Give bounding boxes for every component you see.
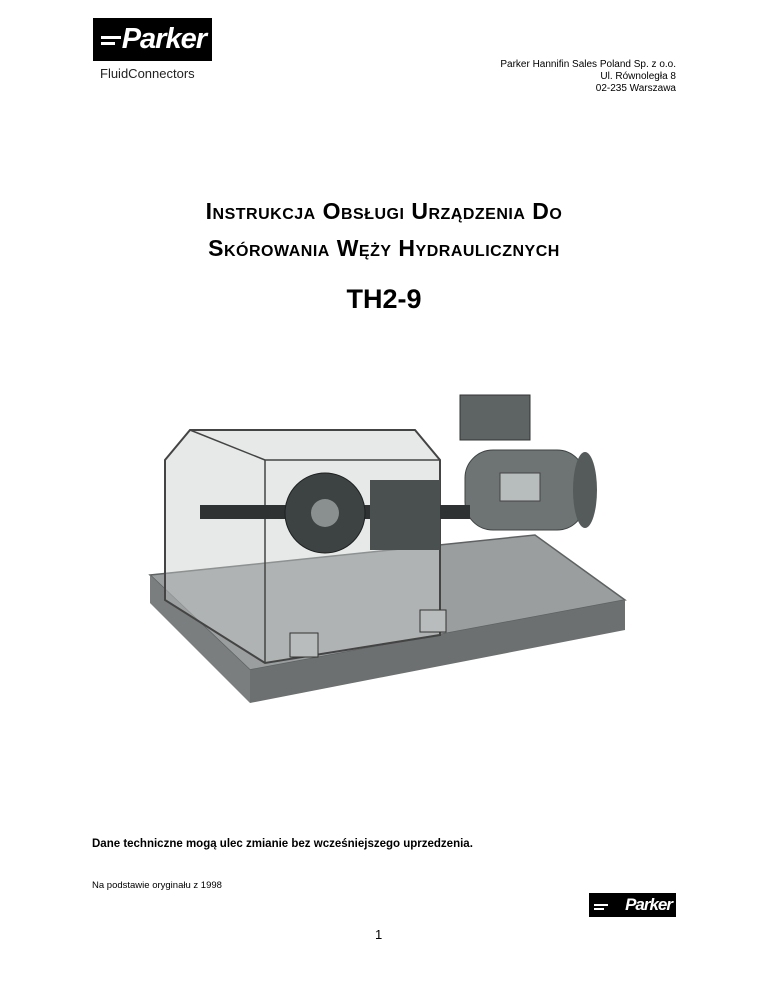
disclaimer-text: Dane techniczne mogą ulec zmianie bez wcześniejszego uprzedzenia. [92, 838, 473, 850]
logo-text: Parker [625, 895, 672, 914]
logo-bar-top [594, 904, 608, 906]
company-address [500, 59, 676, 95]
parker-logo-footer [589, 893, 676, 917]
cutter-hub [311, 499, 339, 527]
address-line: 02-235 Warszawa [595, 83, 676, 94]
motor-switch-box [460, 395, 530, 440]
hinge-left [290, 633, 318, 657]
origin-note: Na podstawie oryginału z 1998 [92, 880, 222, 891]
logo-bar-bottom [101, 42, 115, 45]
address-line: Ul. Równoległa 8 [600, 71, 676, 82]
logo-bar-bottom [594, 908, 604, 910]
parker-logo [93, 18, 212, 61]
drive-housing [370, 480, 440, 550]
machine-photo [140, 385, 630, 805]
logo-text: Parker [121, 23, 206, 55]
hinge-right [420, 610, 446, 632]
address-line: Parker Hannifin Sales Poland Sp. z o.o. [500, 59, 676, 70]
model-number: TH2-9 [346, 284, 422, 314]
document-title-line-2: Skórowania Węży Hydraulicznych [208, 235, 560, 261]
motor-end-cap [573, 452, 597, 528]
document-title-line-1: Instrukcja Obsługi Urządzenia Do [205, 198, 563, 224]
logo-bar-top [101, 36, 121, 39]
page-number: 1 [375, 927, 383, 942]
motor-plate [500, 473, 540, 501]
division-name: FluidConnectors [100, 66, 195, 81]
